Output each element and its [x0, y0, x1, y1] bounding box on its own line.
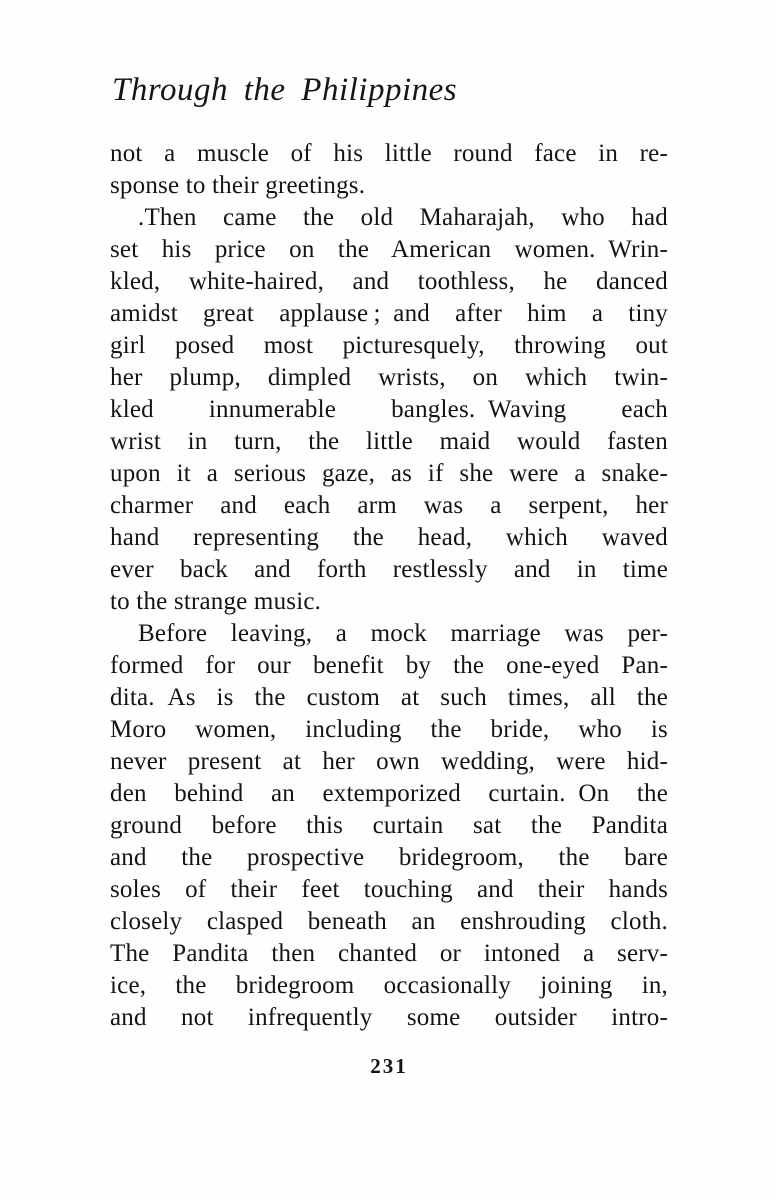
text-line: The Pandita then chanted or intoned a serv- [110, 940, 668, 967]
text-line: to the strange music. [110, 588, 322, 615]
text-line: amidst great applause ; and after him a tiny [110, 300, 668, 327]
text-line: ever back and forth restlessly and in time [110, 556, 668, 583]
text-line: sponse to their greetings. [110, 172, 366, 199]
text-line: not a muscle of his little round face in re- [110, 140, 668, 167]
text-line: ground before this curtain sat the Pandita [110, 812, 668, 839]
text-line: kled, white-haired, and toothless, he danced [110, 268, 668, 295]
text-line: wrist in turn, the little maid would fasten [110, 428, 668, 455]
text-line: closely clasped beneath an enshrouding cloth. [110, 908, 668, 935]
text-line: formed for our benefit by the one-eyed Pan- [110, 652, 668, 679]
text-line: charmer and each arm was a serpent, her [110, 492, 668, 519]
text-line: ice, the bridegroom occasionally joining in, [110, 972, 668, 999]
text-line: Before leaving, a mock marriage was per- [138, 620, 668, 647]
body-text [110, 138, 668, 1034]
text-line: set his price on the American women. Wrin- [110, 236, 668, 263]
text-line: soles of their feet touching and their hands [110, 876, 668, 903]
running-header: Through the Philippines [112, 72, 458, 108]
text-line: kled innumerable bangles. Waving each [110, 396, 668, 423]
text-line: girl posed most picturesquely, throwing out [110, 332, 668, 359]
text-line: and not infrequently some outsider intro- [110, 1004, 668, 1031]
page-number: 231 [370, 1054, 408, 1078]
text-line: her plump, dimpled wrists, on which twin- [110, 364, 668, 391]
text-line: never present at her own wedding, were hid- [110, 748, 668, 775]
text-line: .Then came the old Maharajah, who had [138, 204, 668, 231]
text-line: Moro women, including the bride, who is [110, 716, 668, 743]
text-line: dita. As is the custom at such times, all the [110, 684, 668, 711]
text-line: and the prospective bridegroom, the bare [110, 844, 668, 871]
text-line: upon it a serious gaze, as if she were a snake- [110, 460, 668, 487]
text-line: den behind an extemporized curtain. On the [110, 780, 668, 807]
text-line: hand representing the head, which waved [110, 524, 668, 551]
